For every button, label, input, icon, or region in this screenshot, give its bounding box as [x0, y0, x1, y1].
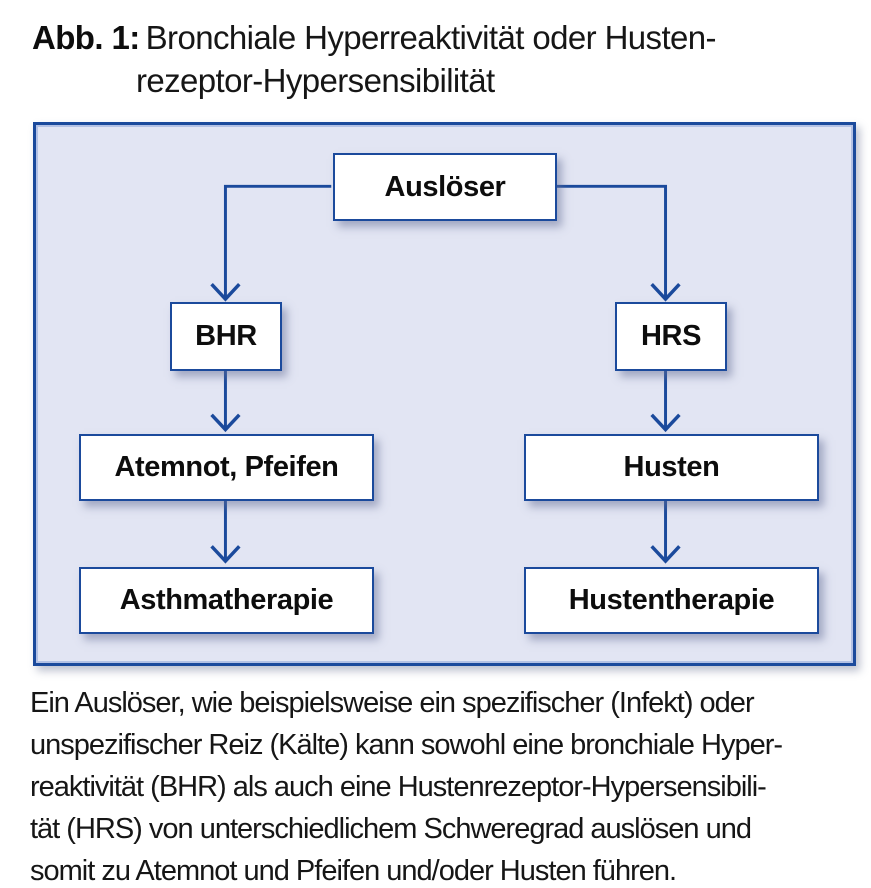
figure-title-line-2: rezeptor-Hypersensibilität: [136, 62, 495, 99]
node-atemnot-pfeifen-label: Atemnot, Pfeifen: [114, 451, 339, 483]
connector-ausloeser-bhr: [225, 186, 331, 299]
node-asthmatherapie: [79, 567, 374, 634]
node-husten-label: Husten: [623, 451, 720, 483]
figure-title-line-1: Bronchiale Hyperreaktivität oder Husten-: [145, 19, 716, 56]
node-bhr-label: BHR: [195, 320, 257, 352]
caption-line: tät (HRS) von unterschiedlichem Schweregrad auslösen und: [30, 813, 751, 845]
connector-ausloeser-hrs: [553, 186, 666, 299]
node-hustentherapie: [524, 567, 819, 634]
node-ausloeser: [333, 153, 557, 221]
caption-line: reaktivität (BHR) als auch eine Hustenrezeptor-Hypersensibili-: [30, 771, 766, 803]
caption-line: unspezifischer Reiz (Kälte) kann sowohl eine bronchiale Hyper-: [30, 729, 783, 761]
figure-caption: [30, 682, 782, 888]
node-ausloeser-label: Auslöser: [384, 170, 506, 203]
diagram-panel: [33, 122, 856, 666]
figure-title: [32, 16, 716, 102]
caption-line: Ein Auslöser, wie beispielsweise ein spezifischer (Infekt) oder: [30, 687, 754, 719]
node-asthmatherapie-label: Asthmatherapie: [119, 584, 334, 616]
node-bhr: [170, 302, 282, 371]
caption-line: somit zu Atemnot und Pfeifen und/oder Husten führen.: [30, 855, 677, 887]
node-atemnot-pfeifen: [79, 434, 374, 501]
node-hustentherapie-label: Hustentherapie: [568, 584, 775, 616]
figure-label: Abb. 1:: [32, 19, 140, 56]
node-husten: [524, 434, 819, 501]
node-hrs-label: HRS: [640, 320, 702, 352]
node-hrs: [615, 302, 727, 371]
